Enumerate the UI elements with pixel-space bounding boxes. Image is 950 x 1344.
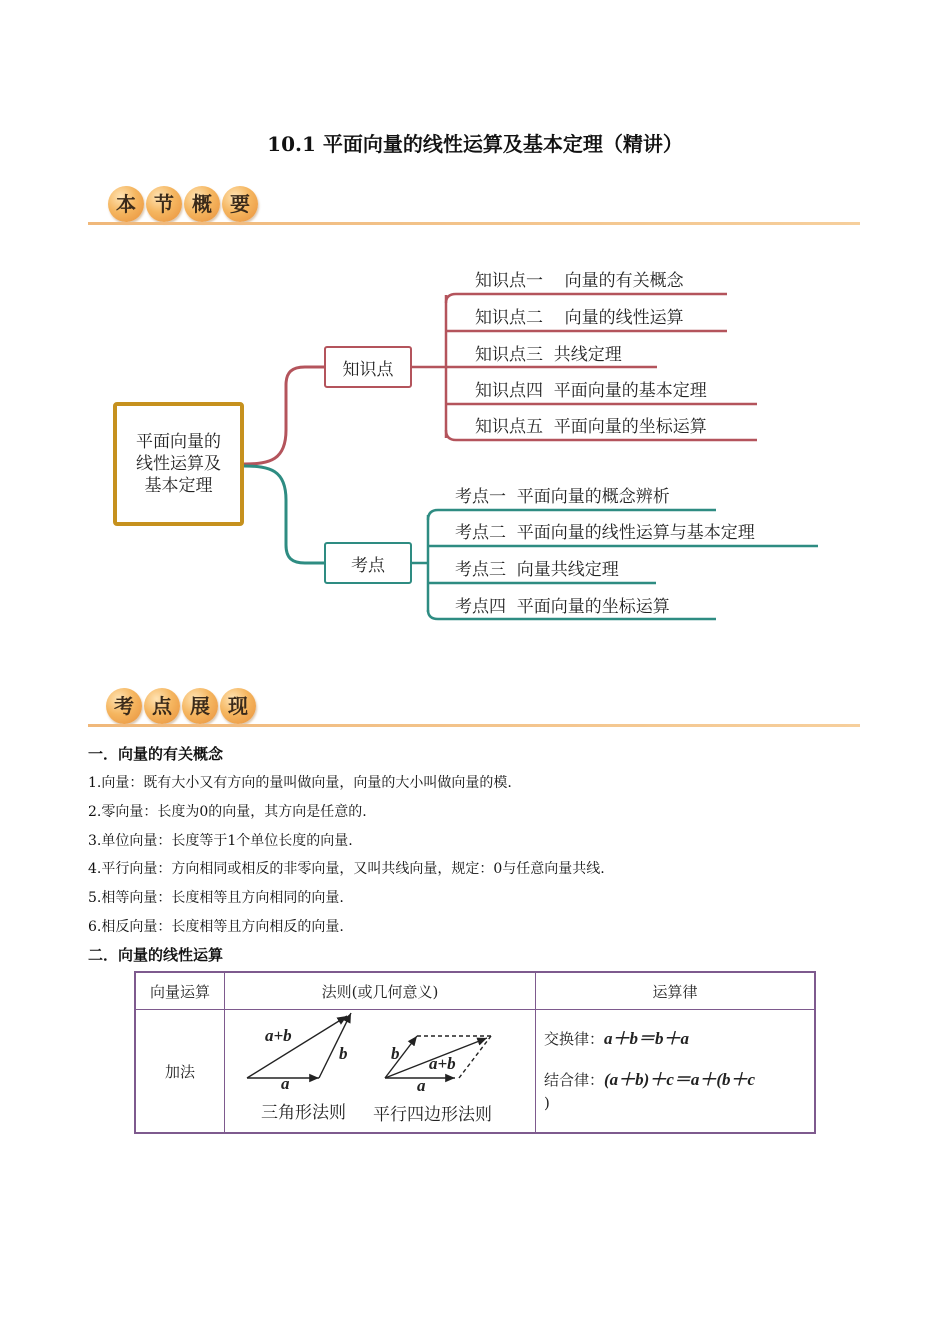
addition-figure-cell <box>225 1010 536 1134</box>
concept-item-3: 3.单位向量：长度等于1个单位长度的向量. <box>88 833 353 849</box>
triangle-vector-sum <box>247 1016 347 1078</box>
concept-item-6: 6.相反向量：长度相等且方向相反的向量. <box>88 919 344 935</box>
triangle-label-sum: a+b <box>265 1026 292 1045</box>
parallelogram-rule-caption: 平行四边形法则 <box>373 1105 492 1125</box>
exam-badge-4: 现 <box>220 688 256 724</box>
knowledge-item-4: 知识点四 平面向量的基本定理 <box>475 381 707 401</box>
para-label-b: b <box>391 1044 400 1063</box>
mindmap-root: 平面向量的线性运算及基本定理 <box>113 402 244 526</box>
knowledge-item-1: 知识点一 向量的有关概念 <box>475 271 684 291</box>
para-label-a: a <box>417 1076 426 1095</box>
exam-badge-2: 点 <box>144 688 180 724</box>
mindmap-knowledge-node: 知识点 <box>324 346 412 388</box>
triangle-label-a: a <box>281 1074 290 1093</box>
triangle-label-b: b <box>339 1044 348 1063</box>
page-title: 10.1 平面向量的线性运算及基本定理（精讲） <box>267 132 683 156</box>
table-header-law: 运算律 <box>536 972 816 1010</box>
para-label-sum: a+b <box>429 1054 456 1073</box>
exam-badge-1: 考 <box>106 688 142 724</box>
overview-badge-3: 概 <box>184 186 220 222</box>
row-label-addition: 加法 <box>135 1010 225 1134</box>
connector-root-exam <box>244 466 324 563</box>
exam-badge-3: 展 <box>182 688 218 724</box>
overview-badge-1: 本 <box>108 186 144 222</box>
commutative-law <box>544 1024 806 1049</box>
connector-root-knowledge <box>244 367 324 464</box>
commutative-label: 交换律： <box>544 1030 605 1048</box>
triangle-rule-caption: 三角形法则 <box>261 1103 346 1123</box>
mindmap-exam-node: 考点 <box>324 542 412 584</box>
knowledge-item-3: 知识点三 共线定理 <box>475 345 622 365</box>
associative-law <box>544 1065 806 1090</box>
table-row <box>135 1010 815 1134</box>
overview-badge-4: 要 <box>222 186 258 222</box>
section1-heading: 一．向量的有关概念 <box>88 745 224 763</box>
knowledge-item-2: 知识点二 向量的线性运算 <box>475 308 684 328</box>
associative-tail: ) <box>544 1094 550 1112</box>
linear-ops-table <box>134 971 816 1134</box>
commutative-expr: a＋b＝b＋a <box>604 1029 690 1048</box>
concept-item-4: 4.平行向量：方向相同或相反的非零向量，又叫共线向量，规定：0与任意向量共线. <box>88 861 605 877</box>
concept-item-2: 2.零向量：长度为0的向量，其方向是任意的. <box>88 804 367 820</box>
exam-item-2: 考点二 平面向量的线性运算与基本定理 <box>455 523 755 543</box>
exam-item-3: 考点三 向量共线定理 <box>455 560 619 580</box>
concept-item-1: 1.向量：既有大小又有方向的量叫做向量，向量的大小叫做向量的模. <box>88 775 512 791</box>
associative-label: 结合律： <box>544 1071 605 1089</box>
exam-item-1: 考点一 平面向量的概念辨析 <box>455 487 670 507</box>
knowledge-item-5: 知识点五 平面向量的坐标运算 <box>475 417 707 437</box>
associative-expr: (a＋b)＋c＝a＋(b＋c <box>604 1070 756 1089</box>
table-header-row <box>135 972 815 1010</box>
concept-item-5: 5.相等向量：长度相等且方向相同的向量. <box>88 890 344 906</box>
knowledge-underline-1 <box>446 294 727 303</box>
exam-divider <box>88 724 860 727</box>
table-header-op: 向量运算 <box>135 972 225 1010</box>
table-header-rule: 法则(或几何意义) <box>225 972 536 1010</box>
section2-heading: 二．向量的线性运算 <box>88 946 224 964</box>
exam-item-4: 考点四 平面向量的坐标运算 <box>455 597 670 617</box>
triangle-rule-figure <box>247 1013 351 1078</box>
overview-badge-2: 节 <box>146 186 182 222</box>
addition-laws-cell <box>536 1010 816 1134</box>
